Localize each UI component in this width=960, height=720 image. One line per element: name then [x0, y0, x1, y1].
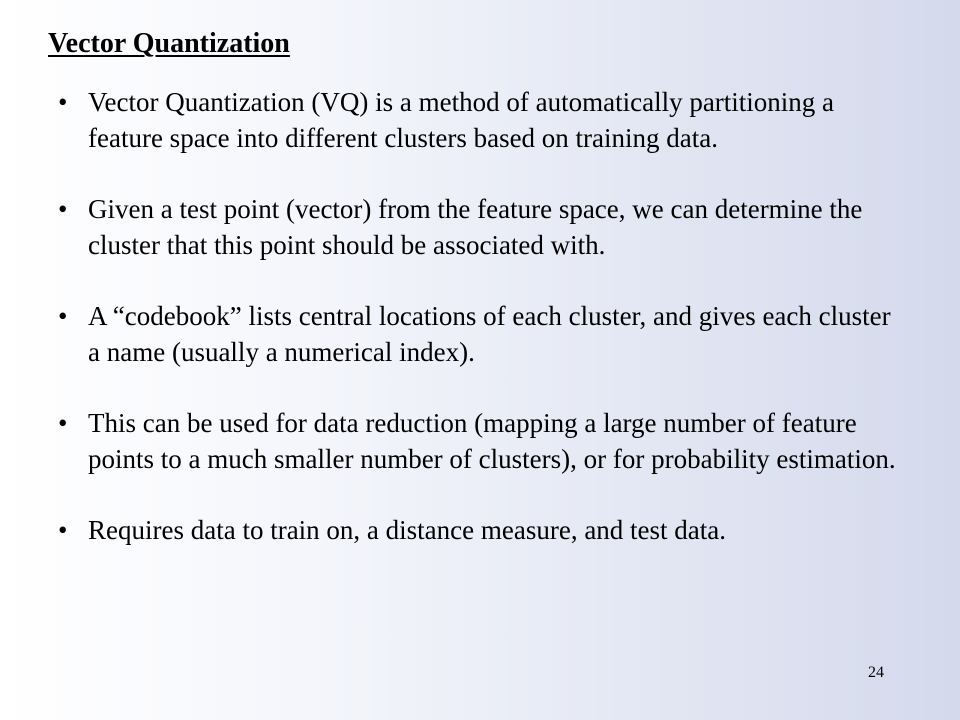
- bullet-marker: •: [58, 194, 68, 224]
- bullet-text: A “codebook” lists central locations of each cluster, and gives each cluster a name (usually a numerical index).: [88, 301, 891, 367]
- bullet-item: [58, 191, 898, 263]
- slide-title: Vector Quantization: [48, 28, 290, 59]
- page-number: 24: [868, 664, 884, 681]
- bullet-marker: •: [58, 515, 68, 545]
- bullet-item: [58, 84, 898, 156]
- bullet-text: This can be used for data reduction (mapping a large number of feature points to a much smaller number of clusters), or for probability estimation.: [88, 408, 896, 474]
- bullet-list: [58, 84, 898, 583]
- bullet-text: Given a test point (vector) from the feature space, we can determine the cluster that this point should be associated with.: [88, 194, 863, 260]
- bullet-item: [58, 405, 898, 477]
- bullet-marker: •: [58, 408, 68, 438]
- bullet-text: Requires data to train on, a distance measure, and test data.: [88, 515, 727, 545]
- bullet-item: [58, 298, 898, 370]
- bullet-text: Vector Quantization (VQ) is a method of automatically partitioning a feature space into different clusters based on training data.: [88, 87, 835, 153]
- bullet-marker: •: [58, 301, 68, 331]
- bullet-item: [58, 512, 898, 548]
- bullet-marker: •: [58, 87, 68, 117]
